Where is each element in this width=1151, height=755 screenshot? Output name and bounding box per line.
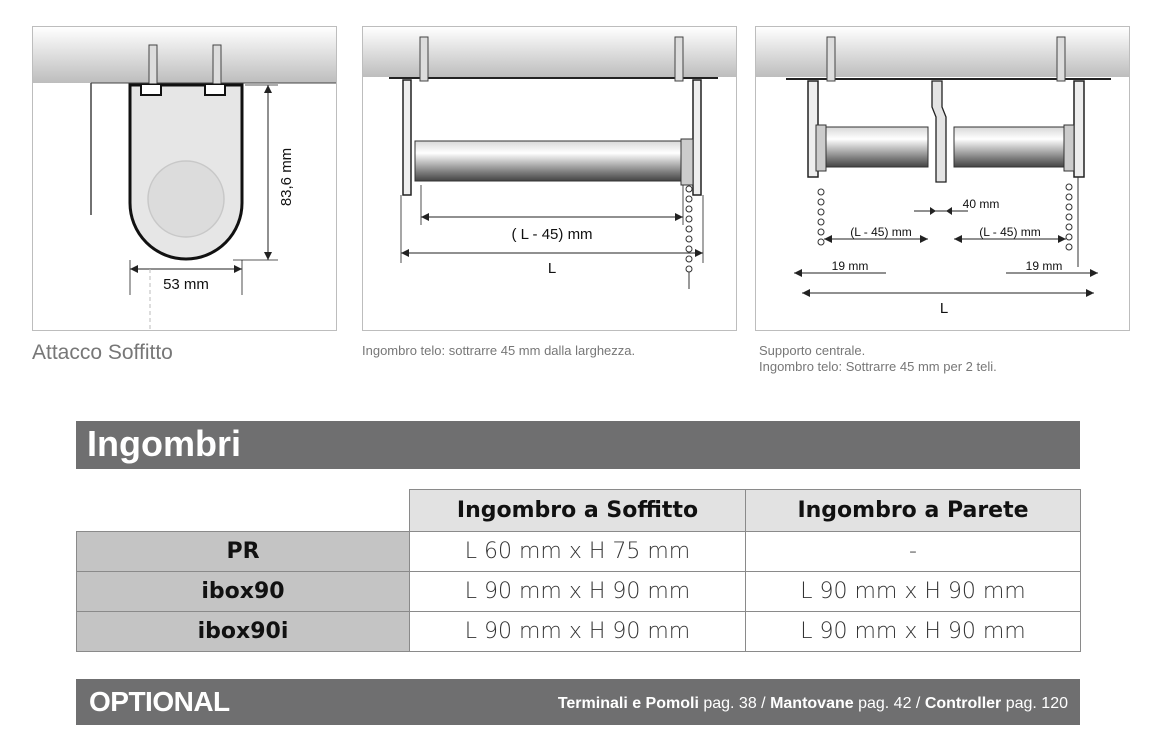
table-corner: [77, 490, 410, 532]
table-row: [77, 572, 1081, 612]
gap-label: 40 mm: [962, 197, 1000, 211]
wall-value: L 90 mm x H 90 mm: [746, 572, 1081, 612]
single-blind-drawing: [363, 27, 738, 332]
header-wall: Ingombro a Parete: [746, 490, 1081, 532]
table-header-row: [77, 490, 1081, 532]
total-width-label: L: [547, 260, 557, 277]
ceiling-value: L 60 mm x H 75 mm: [410, 532, 746, 572]
double-caption-line2: Ingombro telo: Sottrarre 45 mm per 2 teli.: [759, 359, 997, 374]
ref-terminali: Terminali e Pomoli: [557, 695, 699, 712]
height-label: 83,6 mm: [278, 147, 295, 207]
left-width-label: (L - 45) mm: [850, 225, 912, 239]
row-label: ibox90i: [77, 612, 410, 652]
ceiling-value: L 90 mm x H 90 mm: [410, 572, 746, 612]
left-offset-label: 19 mm: [831, 259, 869, 273]
inner-width-label: ( L - 45) mm: [511, 226, 593, 243]
optional-bar: [76, 679, 1080, 725]
table-row: [77, 532, 1081, 572]
row-label: ibox90: [77, 572, 410, 612]
right-offset-label: 19 mm: [1025, 259, 1063, 273]
double-blind-diagram: [755, 26, 1130, 331]
section-header: [76, 421, 1080, 469]
double-caption-line1: Supporto centrale.: [759, 343, 866, 358]
single-blind-diagram: [362, 26, 737, 331]
ref-terminali-page: pag. 38 /: [698, 695, 771, 712]
width-label: 53 mm: [163, 276, 209, 293]
row-label: PR: [77, 532, 410, 572]
table-row: [77, 612, 1081, 652]
ceiling-caption: Attacco Soffitto: [32, 341, 173, 364]
optional-title: OPTIONAL: [89, 686, 230, 717]
single-caption: Ingombro telo: sottrarre 45 mm dalla larghezza.: [362, 343, 636, 358]
ceiling-mount-diagram: [32, 26, 337, 331]
dimensions-table: [76, 489, 1081, 652]
ref-mantovane: Mantovane: [770, 695, 854, 712]
right-width-label: (L - 45) mm: [979, 225, 1041, 239]
ceiling-value: L 90 mm x H 90 mm: [410, 612, 746, 652]
header-ceiling: Ingombro a Soffitto: [410, 490, 746, 532]
ref-mantovane-page: pag. 42 /: [853, 695, 925, 712]
section-title: Ingombri: [87, 423, 241, 464]
ceiling-mount-drawing: [33, 27, 338, 332]
optional-references: [558, 695, 1068, 713]
ref-controller: Controller: [924, 695, 1002, 712]
double-total-label: L: [939, 300, 949, 317]
ref-controller-page: pag. 120: [1001, 695, 1068, 712]
double-blind-drawing: [756, 27, 1131, 332]
wall-value: -: [746, 532, 1081, 572]
wall-value: L 90 mm x H 90 mm: [746, 612, 1081, 652]
